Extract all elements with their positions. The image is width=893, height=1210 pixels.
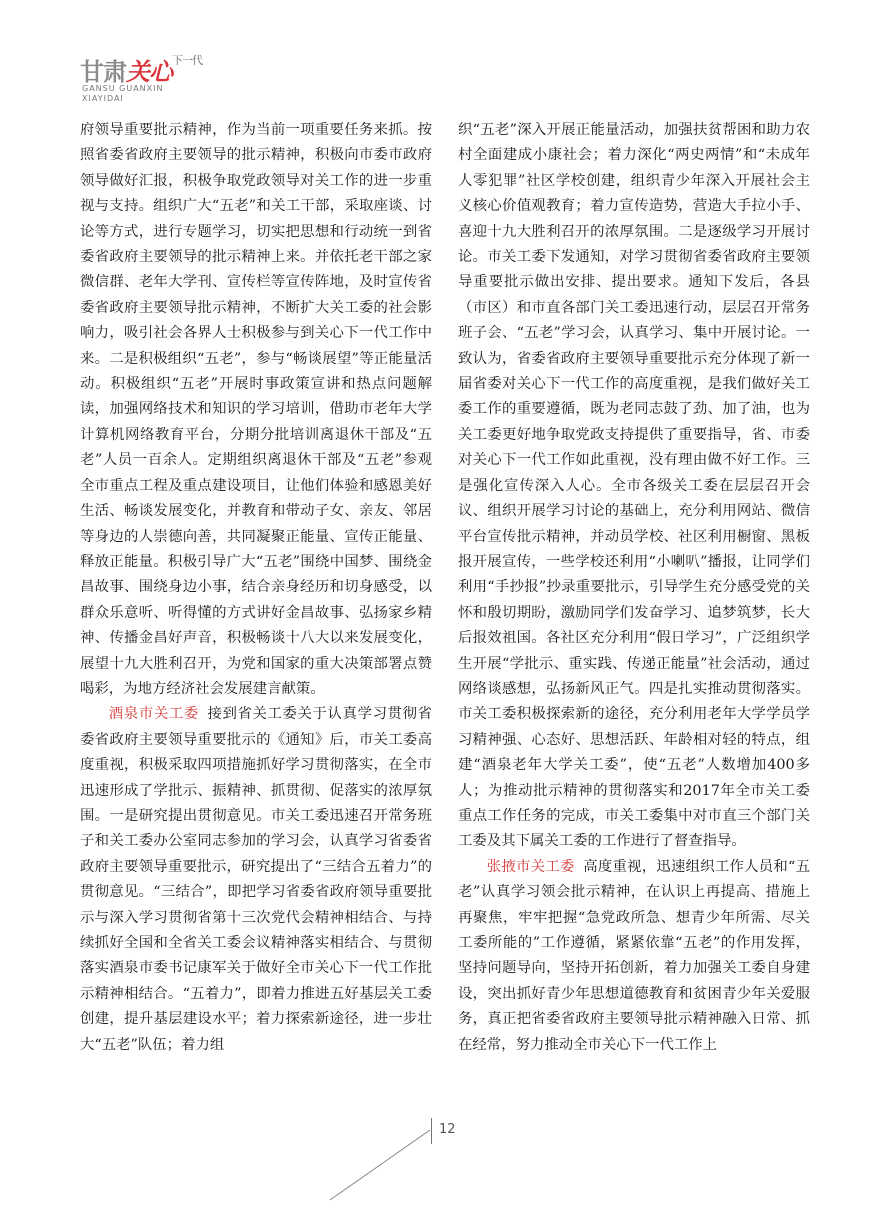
page-number: 12 bbox=[439, 1122, 456, 1137]
logo-english-line-1: GANSU GUANXIN bbox=[82, 84, 164, 93]
footer-divider bbox=[431, 1118, 432, 1144]
left-column bbox=[80, 118, 432, 1058]
org-heading-zhangye: 张掖市关工委 bbox=[486, 858, 575, 875]
paragraph: 府领导重要批示精神，作为当前一项重要任务来抓。按照省委省政府主要领导的批示精神，积极向市委市政府领导做好汇报，积极争取党政领导对关工作的进一步重视与支持。组织广大“五老”和关工干部，采取座谈、讨论等方式，进行专题学习，切实把思想和行动统一到省委省政府主要领导的批示精神上来。并依托老干部之家微信群、老年大学刊、宣传栏等宣传阵地，及时宣传省委省政府主要领导批示精神，不断扩大关工委的社会影响力，吸引社会各界人士积极参与到关心下一代工作中来。二是积极组织“五老”，参与“畅谈展望”等正能量活动。积极组织“五老”开展时事政策宣讲和热点问题解读，加强网络技术和知识的学习培训，借助市老年大学计算机网络教育平台，分期分批培训离退休干部及“五老”人员一百余人。定期组织离退休干部及“五老”参观全市重点工程及重点建设项目，让他们体验和感恩美好生活、畅谈发展变化，并教育和带动子女、亲友、邻居等身边的人崇德向善，共同凝聚正能量、宣传正能量、释放正能量。积极引导广大“五老”围绕中国梦、围绕金昌故事、围绕身边小事，结合亲身经历和切身感受，以群众乐意听、听得懂的方式讲好金昌故事、弘扬家乡精神、传播金昌好声音，积极畅谈十八大以来发展变化，展望十九大胜利召开，为党和国家的重大决策部署点赞喝彩，为地方经济社会发展建言献策。 bbox=[80, 122, 432, 697]
logo-part-1: 甘肃 bbox=[80, 57, 126, 86]
paragraph-text: 接到省关工委关于认真学习贯彻省委省政府主要领导重要批示的《通知》后，市关工委高度重视，积极采取四项措施抓好学习贯彻落实，在全市迅速形成了学批示、振精神、抓贯彻、促落实的浓厚氛围。一是研究提出贯彻意见。市关工委迅速召开常务班子和关工委办公室同志参加的学习会，认真学习省委省政府主要领导重要批示，研究提出了“三结合五着力”的贯彻意见。“三结合”，即把学习省委省政府领导重要批示与深入学习贯彻省第十三次党代会精神相结合、与持续抓好全国和全省关工委会议精神落实相结合、与贯彻落实酒泉市委书记康军关于做好全市关心下一代工作批示精神相结合。“五着力”，即着力推进五好基层关工委创建，提升基层建设水平；着力探索新途径，进一步壮大“五老”队伍；着力组 bbox=[80, 706, 432, 1053]
right-column bbox=[458, 118, 810, 1058]
logo-part-2: 关心 bbox=[126, 57, 172, 86]
paragraph-text: 高度重视，迅速组织工作人员和“五老”认真学习领会批示精神，在认识上再提高、措施上再聚焦，牢牢把握“急党政所急、想青少年所需、尽关工委所能的”工作遵循，紧紧依靠“五老”的作用发挥，坚持问题导向，坚持开拓创新，着力加强关工委自身建设，突出抓好青少年思想道德教育和贫困青少年关爱服务，真正把省委省政府主要领导批示精神融入日常、抓在经常，努力推动全市关心下一代工作上 bbox=[458, 858, 810, 1053]
logo-english bbox=[82, 84, 163, 104]
org-heading-jiuquan: 酒泉市关工委 bbox=[108, 706, 199, 723]
paragraph-jiuquan bbox=[80, 702, 432, 1058]
paragraph: 织“五老”深入开展正能量活动，加强扶贫帮困和助力农村全面建成小康社会；着力深化“两史两情”和“未成年人零犯罪”社区学校创建，组织青少年深入开展社会主义核心价值观教育；着力宣传造势，营造大手拉小手、喜迎十九大胜利召开的浓厚氛围。二是逐级学习开展讨论。市关工委下发通知，对学习贯彻省委省政府主要领导重要批示做出安排、提出要求。通知下发后，各县（市区）和市直各部门关工委迅速行动，层层召开常务班子会、“五老”学习会，认真学习、集中开展讨论。一致认为，省委省政府主要领导重要批示充分体现了新一届省委对关心下一代工作的高度重视，是我们做好关工委工作的重要遵循，既为老同志鼓了劲、加了油，也为关工委更好地争取党政支持提供了重要指导，省、市委对关心下一代工作如此重视，没有理由做不好工作。三是强化宣传深入人心。全市各级关工委在层层召开会议、组织开展学习讨论的基础上，充分利用网站、微信平台宣传批示精神，并动员学校、社区利用橱窗、黑板报开展宣传，一些学校还利用“小喇叭”播报，让同学们利用“手抄报”抄录重要批示，引导学生充分感受党的关怀和殷切期盼，激励同学们发奋学习、追梦筑梦，长大后报效祖国。各社区充分利用“假日学习”，广泛组织学生开展“学批示、重实践、传递正能量”社会活动，通过网络谈感想，弘扬新风正气。四是扎实推动贯彻落实。市关工委积极探索新的途径，充分利用老年大学学员学习精神强、心态好、思想活跃、年龄相对轻的特点，组建“酒泉老年大学关工委”，使“五老”人数增加400多人；为推动批示精神的贯彻落实和2017年全市关工委重点工作任务的完成，市关工委集中对市直三个部门关工委及其下属关工委的工作进行了督查指导。 bbox=[458, 122, 810, 850]
decorative-line bbox=[330, 1130, 450, 1210]
masthead-logo bbox=[76, 48, 296, 118]
logo-part-3: 下一代 bbox=[172, 54, 202, 67]
paragraph-zhangye bbox=[458, 855, 810, 1058]
logo-title bbox=[80, 52, 202, 87]
logo-english-line-2: XIAYIDAI bbox=[82, 94, 124, 103]
